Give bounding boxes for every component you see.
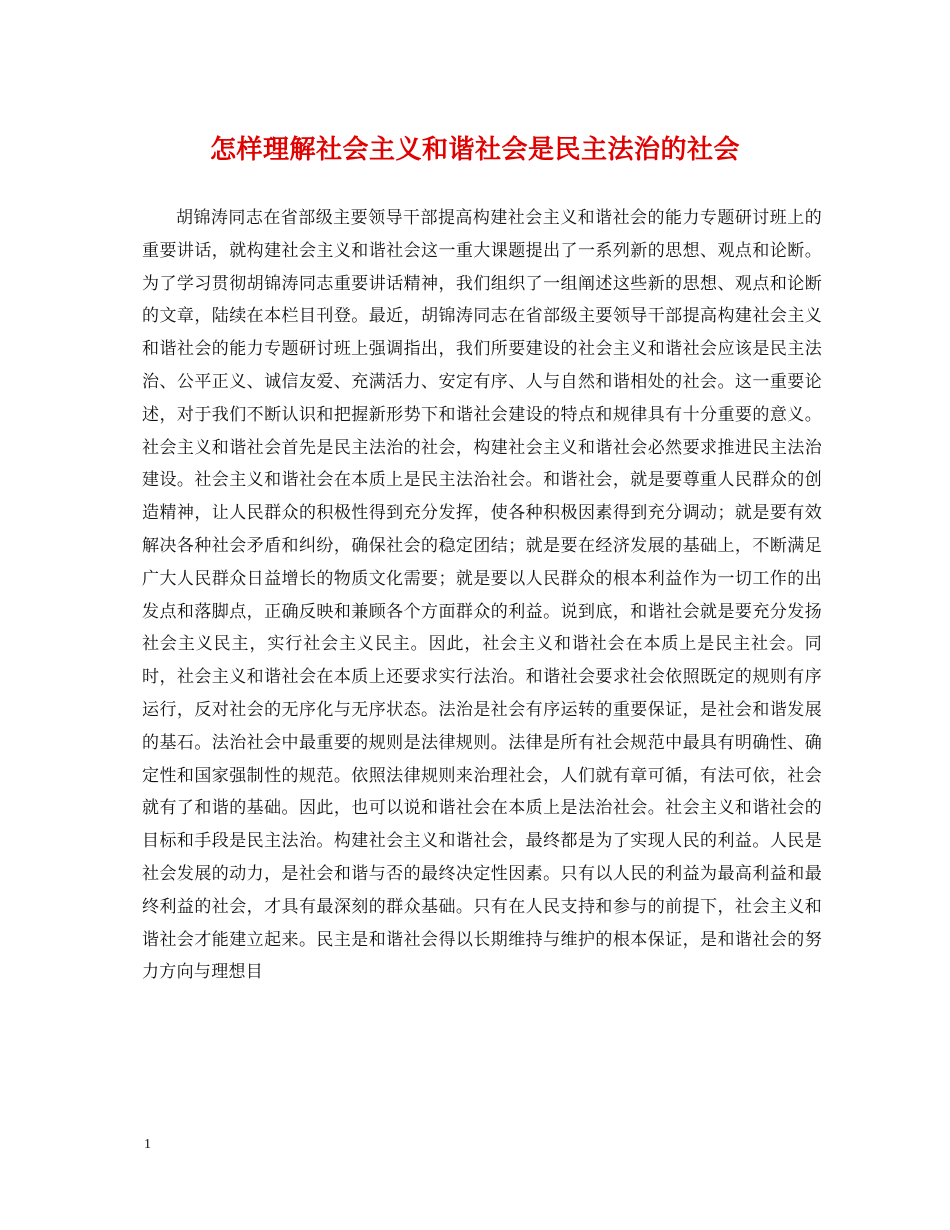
document-body-paragraph: 胡锦涛同志在省部级主要领导干部提高构建社会主义和谐社会的能力专题研讨班上的重要讲话，就构建社会主义和谐社会这一重大课题提出了一系列新的思想、观点和论断。为了学习贯彻胡锦涛同志重要讲话精神，我们组织了一组阐述这些新的思想、观点和论断的文章，陆续在本栏目刊登。最近，胡锦涛同志在省部级主要领导干部提高构建社会主义和谐社会的能力专题研讨班上强调指出，我们所要建设的社会主义和谐社会应该是民主法治、公平正义、诚信友爱、充满活力、安定有序、人与自然和谐相处的社会。这一重要论述，对于我们不断认识和把握新形势下和谐社会建设的特点和规律具有十分重要的意义。社会主义和谐社会首先是民主法治的社会，构建社会主义和谐社会必然要求推进民主法治建设。社会主义和谐社会在本质上是民主法治社会。和谐社会，就是要尊重人民群众的创造精神，让人民群众的积极性得到充分发挥，使各种积极因素得到充分调动；就是要有效解决各种社会矛盾和纠纷，确保社会的稳定团结；就是要在经济发展的基础上，不断满足广大人民群众日益增长的物质文化需要；就是要以人民群众的根本利益作为一切工作的出发点和落脚点，正确反映和兼顾各个方面群众的利益。说到底，和谐社会就是要充分发扬社会主义民主，实行社会主义民主。因此，社会主义和谐社会在本质上是民主社会。同时，社会主义和谐社会在本质上还要求实行法治。和谐社会要求社会依照既定的规则有序运行，反对社会的无序化与无序状态。法治是社会有序运转的重要保证，是社会和谐发展的基石。法治社会中最重要的规则是法律规则。法律是所有社会规范中最具有明确性、确定性和国家强制性的规范。依照法律规则来治理社会，人们就有章可循，有法可依，社会就有了和谐的基础。因此，也可以说和谐社会在本质上是法治社会。社会主义和谐社会的目标和手段是民主法治。构建社会主义和谐社会，最终都是为了实现人民的利益。人民是社会发展的动力，是社会和谐与否的最终决定性因素。只有以人民的利益为最高利益和最终利益的社会，才具有最深刻的群众基础。只有在人民支持和参与的前提下，社会主义和谐社会才能建立起来。民主是和谐社会得以长期维持与维护的根本保证，是和谐社会的努力方向与理想目 bbox=[142, 208, 822, 983]
page-number: 1 bbox=[144, 1137, 151, 1152]
document-title: 怎样理解社会主义和谐社会是民主法治的社会 bbox=[209, 135, 740, 165]
